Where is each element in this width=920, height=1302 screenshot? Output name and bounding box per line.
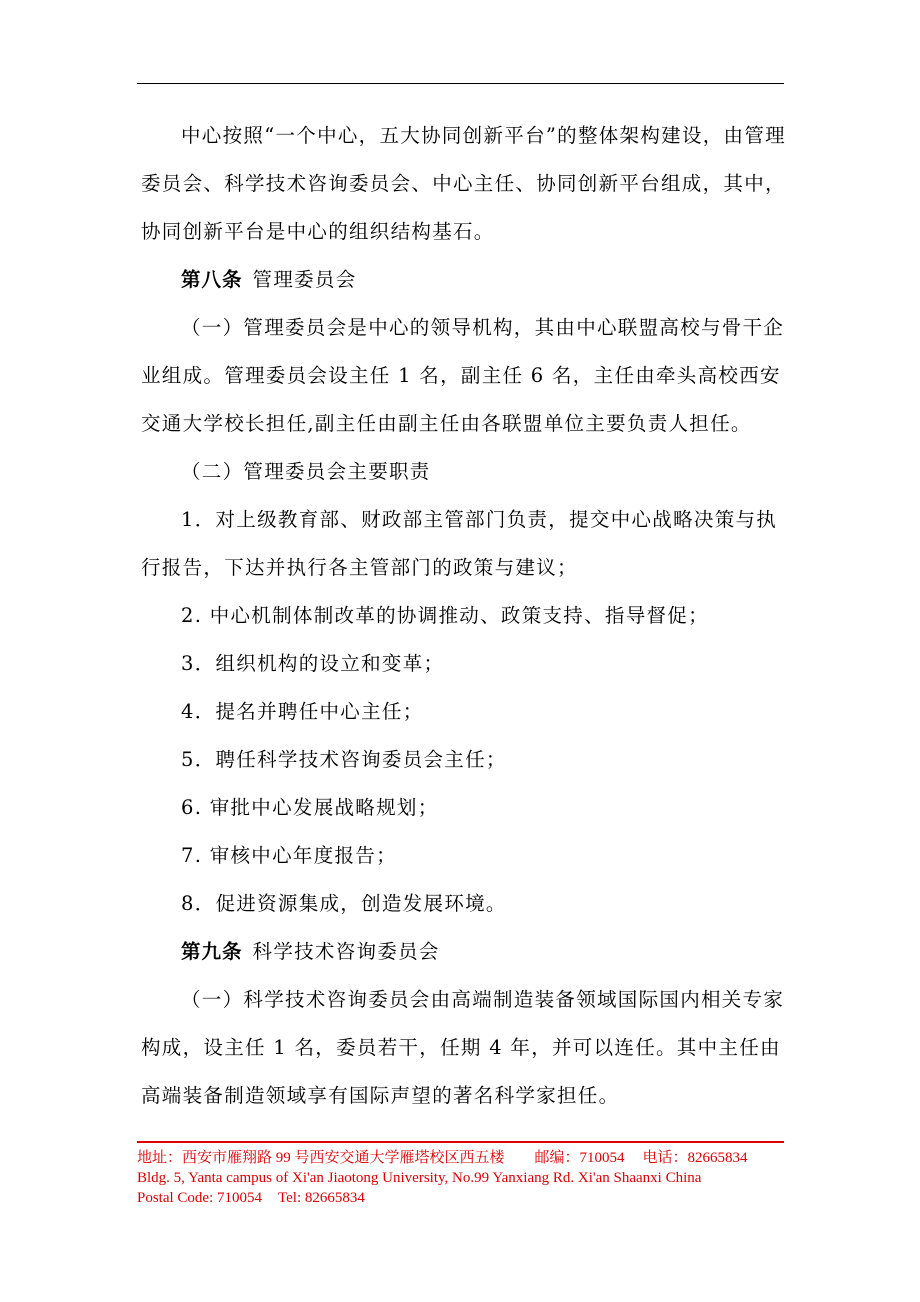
footer-row-cn <box>137 1148 817 1168</box>
footer-postcode-cn: 邮编：710054 <box>534 1150 625 1166</box>
document-body <box>141 112 786 1120</box>
footer-address-en: Bldg. 5, Yanta campus of Xi'an Jiaotong University, No.99 Yanxiang Rd. Xi'an Shaanxi China <box>137 1170 702 1186</box>
duty-item-7: 7. 审核中心年度报告； <box>181 844 397 867</box>
article-8-heading <box>141 256 786 304</box>
duty-item-5: 5．聘任科学技术咨询委员会主任； <box>181 748 507 771</box>
footer-row-en <box>137 1188 817 1208</box>
footer <box>137 1148 817 1208</box>
footer-tel-en: Tel: 82665834 <box>278 1190 365 1206</box>
intro-paragraph: 中心按照“一个中心，五大协同创新平台”的整体架构建设，由管理委员会、科学技术咨询委员会、中心主任、协同创新平台组成，其中，协同创新平台是中心的组织结构基石。 <box>141 124 786 243</box>
article-9-title: 科学技术咨询委员会 <box>252 940 440 963</box>
article-8-clause-1: （一）管理委员会是中心的领导机构，其由中心联盟高校与骨干企业组成。管理委员会设主任 1 名，副主任 6 名，主任由牵头高校西安交通大学校长担任,副主任由副主任由各联盟单位主要负责人担任。 <box>141 316 785 435</box>
duty-item-1: 1．对上级教育部、财政部主管部门负责，提交中心战略决策与执行报告，下达并执行各主管部门的政策与建议； <box>141 508 778 579</box>
article-9-heading <box>141 928 786 976</box>
duty-item-4: 4．提名并聘任中心主任； <box>181 700 424 723</box>
article-9-label: 第九条 <box>181 940 243 963</box>
footer-address-cn: 地址：西安市雁翔路 99 号西安交通大学雁塔校区西五楼 <box>137 1150 505 1166</box>
footer-tel-cn: 电话：82665834 <box>642 1150 748 1166</box>
duty-item-3: 3．组织机构的设立和变革； <box>181 652 445 675</box>
duty-item-6: 6. 审批中心发展战略规划； <box>181 796 439 819</box>
header-rule <box>137 83 784 84</box>
duty-item-2: 2. 中心机制体制改革的协调推动、政策支持、指导督促； <box>181 604 709 627</box>
footer-rule <box>137 1141 784 1143</box>
article-8-title: 管理委员会 <box>252 268 357 291</box>
duty-item-8: 8．促进资源集成，创造发展环境。 <box>181 892 507 915</box>
footer-postal-en: Postal Code: 710054 <box>137 1190 263 1206</box>
article-8-clause-2: （二）管理委员会主要职责 <box>181 460 431 483</box>
article-8-label: 第八条 <box>181 268 243 291</box>
article-9-clause-1: （一）科学技术咨询委员会由高端制造装备领域国际国内相关专家构成，设主任 1 名，委员若干，任期 4 年，并可以连任。其中主任由高端装备制造领域享有国际声望的著名科学家担任。 <box>141 988 785 1107</box>
